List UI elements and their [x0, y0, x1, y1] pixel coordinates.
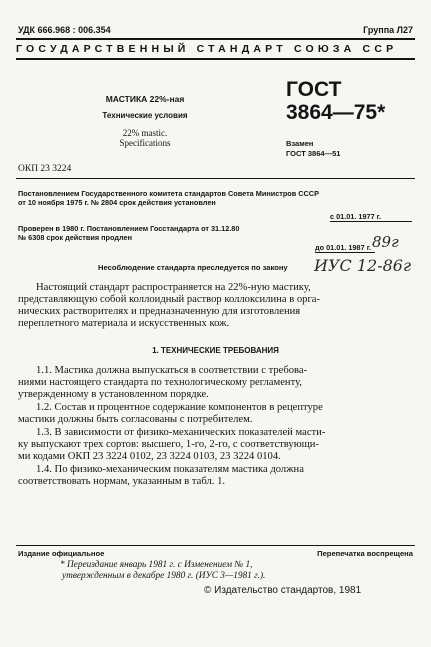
decree-line-4: № 6308 срок действия продлен — [18, 233, 132, 242]
decree-line-1: Постановлением Государственного комитета стандартов Совета Министров СССР — [18, 189, 319, 198]
product-subtitle-ru: Технические условия — [102, 111, 188, 120]
replaces-standard: ГОСТ 3864—51 — [286, 149, 341, 158]
decree-line-2: от 10 ноября 1975 г. № 2804 срок действия установлен — [18, 198, 216, 207]
clause-line: ку выпускают трех сортов: высшего, 1-го, 2-го, с соответствующи- — [18, 439, 319, 450]
official-edition: Издание официальное — [18, 549, 105, 558]
clause-1-2 — [18, 402, 414, 426]
udk-code: УДК 666.968 : 006.354 — [18, 25, 111, 35]
gost-number: 3864—75* — [286, 101, 386, 124]
replaces-label: Взамен — [286, 139, 314, 148]
header-top-rule — [16, 38, 415, 40]
valid-since-underline — [330, 221, 412, 222]
product-name-en: 22% mastic. — [122, 128, 168, 138]
intro-line: нических растворителях и предназначенную для изготовления — [18, 306, 301, 317]
intro-line: представляющую собой коллоидный раствор коллоксилина в орга- — [18, 294, 321, 305]
product-name-ru: МАСТИКА 22%-ная — [105, 94, 185, 104]
intro-paragraph — [18, 282, 414, 330]
handwritten-year-correction: 89г — [372, 233, 399, 251]
clause-line: ниями настоящего стандарта по технологическому регламенту, — [18, 377, 302, 388]
clause-line: 1.3. В зависимости от физико-механических показателей масти- — [36, 427, 326, 438]
clause-line: соответствовать нормам, указанным в табл. 1. — [18, 476, 226, 487]
section-heading: 1. ТЕХНИЧЕСКИЕ ТРЕБОВАНИЯ — [152, 346, 279, 355]
clause-line: 1.2. Состав и процентное содержание компонентов в рецептуре — [36, 402, 323, 413]
group-code: Группа Л27 — [363, 25, 413, 35]
state-standard-title: ГОСУДАРСТВЕННЫЙ СТАНДАРТ СОЮЗА ССР — [16, 43, 398, 55]
clause-line: мастики должны быть согласованы с потребителем. — [18, 414, 253, 425]
violation-notice: Несоблюдение стандарта преследуется по закону — [98, 263, 288, 272]
header-bottom-rule — [16, 58, 415, 60]
clause-line: 1.4. По физико-механическим показателям мастика должна — [36, 464, 304, 475]
intro-line: Настоящий стандарт распространяется на 22%-ную мастику, — [36, 282, 311, 293]
publisher-copyright: © Издательство стандартов, 1981 — [204, 585, 362, 596]
gost-label: ГОСТ — [286, 78, 342, 101]
reissue-note-line-2: утвержденным в декабре 1980 г. (ИУС 3—1981 г.). — [62, 571, 266, 581]
title-divider — [16, 178, 415, 179]
product-subtitle-en: Specifications — [119, 138, 171, 148]
clause-1-3 — [18, 427, 414, 463]
valid-until-date: до 01.01. 1987 г. — [315, 243, 372, 252]
footer-rule — [16, 545, 415, 546]
reprint-prohibited: Перепечатка воспрещена — [317, 549, 413, 558]
intro-line: переплетного материала и искусственных кож. — [18, 318, 230, 329]
reissue-note-line-1: * Переиздание январь 1981 г. с Изменением № 1, — [60, 560, 253, 570]
handwritten-ius-note: ИУС 12-86г — [314, 256, 412, 275]
okp-code: ОКП 23 3224 — [18, 164, 72, 174]
clause-1-4 — [18, 464, 414, 488]
clause-line: 1.1. Мастика должна выпускаться в соответствии с требова- — [36, 365, 308, 376]
valid-until-underline — [315, 252, 375, 253]
valid-since-date: с 01.01. 1977 г. — [330, 212, 381, 221]
clause-line: ми кодами ОКП 23 3224 0102, 23 3224 0103, 23 3224 0104. — [18, 451, 281, 462]
decree-line-3: Проверен в 1980 г. Постановлением Госстандарта от 31.12.80 — [18, 224, 240, 233]
clause-line: утвержденному в установленном порядке. — [18, 389, 209, 400]
clause-1-1 — [18, 365, 414, 401]
